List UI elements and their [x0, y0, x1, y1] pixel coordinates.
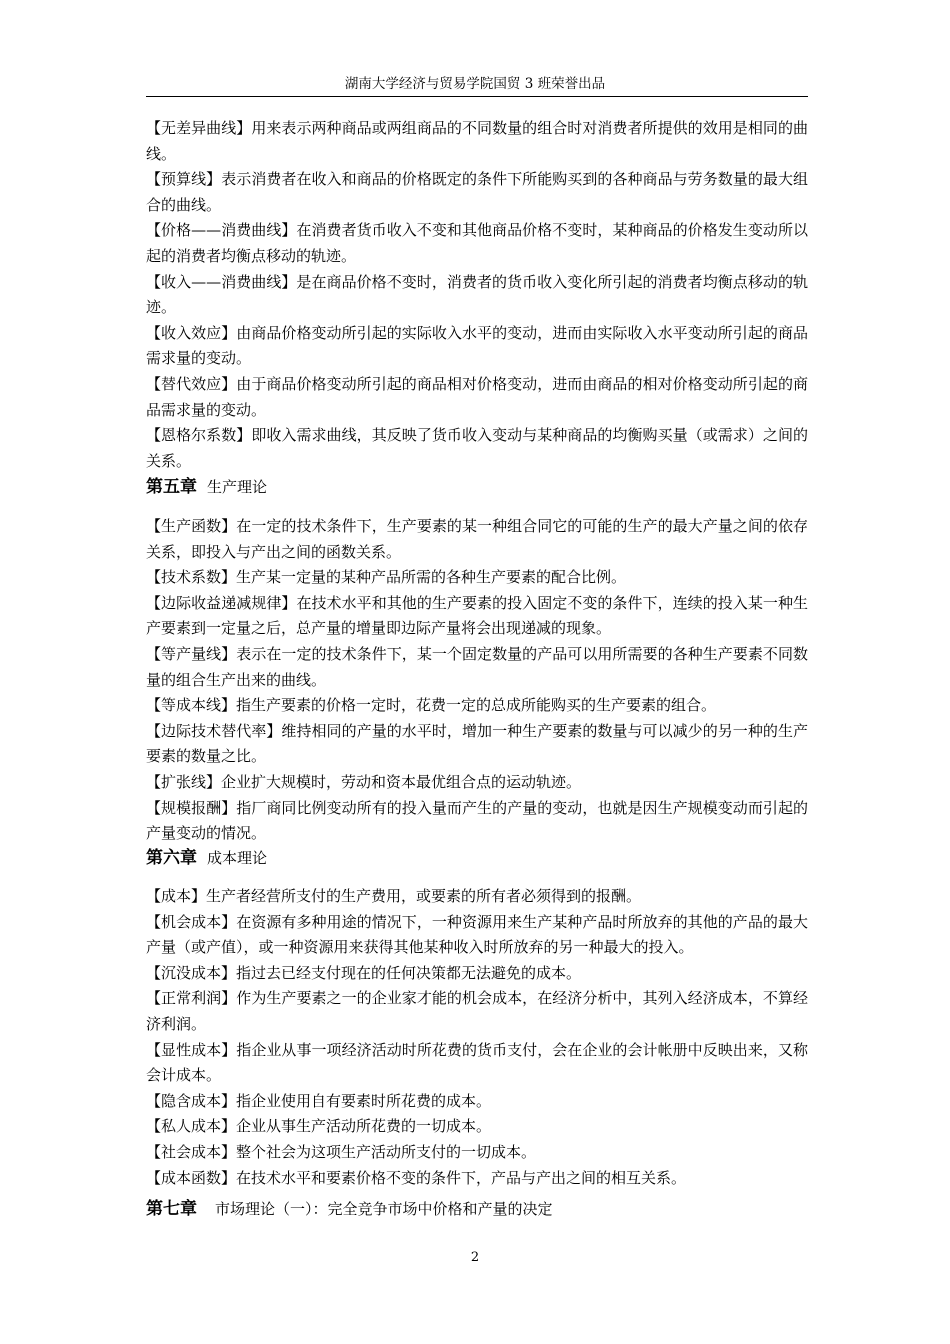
definition-entry: 【隐含成本】指企业使用自有要素时所花费的成本。 — [146, 1091, 492, 1110]
definition-entry: 【成本函数】在技术水平和要素价格不变的条件下，产品与产出之间的相互关系。 — [146, 1168, 687, 1187]
definitions-list-ch4 — [146, 116, 808, 474]
definition-entry: 【显性成本】指企业从事一项经济活动时所花费的货币支付，会在企业的会计帐册中反映出来，又称会计成本。 — [146, 1040, 808, 1085]
chapter-title: 成本理论 — [207, 849, 268, 867]
definition-entry: 【无差异曲线】用来表示两种商品或两组商品的不同数量的组合时对消费者所提供的效用是相同的曲线。 — [146, 119, 808, 163]
definition-entry: 【扩张线】企业扩大规模时，劳动和资本最优组合点的运动轨迹。 — [146, 772, 582, 791]
definition-entry: 【正常利润】作为生产要素之一的企业家才能的机会成本，在经济分析中，其列入经济成本，不算经济利润。 — [146, 989, 808, 1033]
definitions-list-ch5 — [146, 514, 808, 847]
definitions-list-ch6 — [146, 884, 808, 1191]
definition-entry: 【沉没成本】指过去已经支付现在的任何决策都无法避免的成本。 — [146, 963, 582, 982]
definition-entry: 【私人成本】企业从事生产活动所花费的一切成本。 — [146, 1117, 492, 1136]
chapter-number: 第七章 — [146, 1199, 197, 1219]
definition-entry: 【等成本线】指生产要素的价格一定时，花费一定的总成所能购买的生产要素的组合。 — [146, 696, 717, 715]
header-divider — [146, 96, 808, 97]
definition-entry: 【边际收益递减规律】在技术水平和其他的生产要素的投入固定不变的条件下，连续的投入某一种生产要素到一定量之后，总产量的增量即边际产量将会出现递减的现象。 — [146, 593, 808, 638]
chapter-title: 市场理论（一）：完全竞争市场中价格和产量的决定 — [215, 1200, 553, 1218]
definition-entry: 【预算线】表示消费者在收入和商品的价格既定的条件下所能购买到的各种商品与劳务数量的最大组合的曲线。 — [146, 170, 808, 214]
page-number: 2 — [470, 1250, 480, 1265]
chapter-number: 第五章 — [146, 477, 197, 497]
definition-entry: 【社会成本】整个社会为这项生产活动所支付的一切成本。 — [146, 1142, 537, 1161]
definition-entry: 【机会成本】在资源有多种用途的情况下，一种资源用来生产某种产品时所放弃的其他的产品的最大产量（或产值），或一种资源用来获得其他某种收入时所放弃的另一种最大的投入。 — [146, 912, 808, 957]
definition-entry: 【规模报酬】指厂商同比例变动所有的投入量而产生的产量的变动，也就是因生产规模变动而引起的产量变动的情况。 — [146, 798, 808, 843]
chapter-heading-7 — [146, 1196, 808, 1222]
definition-entry: 【恩格尔系数】即收入需求曲线，其反映了货币收入变动与某种商品的均衡购买量（或需求）之间的关系。 — [146, 426, 808, 470]
running-header: 湖南大学经济与贸易学院国贸 3 班荣誉出品 — [344, 76, 606, 92]
definition-entry: 【成本】生产者经营所支付的生产费用，或要素的所有者必须得到的报酬。 — [146, 887, 642, 905]
definition-entry: 【边际技术替代率】维持相同的产量的水平时，增加一种生产要素的数量与可以减少的另一种的生产要素的数量之比。 — [146, 721, 808, 766]
definition-entry: 【等产量线】表示在一定的技术条件下，某一个固定数量的产品可以用所需要的各种生产要素不同数量的组合生产出来的曲线。 — [146, 644, 808, 689]
definition-entry: 【收入——消费曲线】是在商品价格不变时，消费者的货币收入变化所引起的消费者均衡点移动的轨迹。 — [146, 272, 808, 317]
chapter-number: 第六章 — [146, 848, 197, 868]
definition-entry: 【价格——消费曲线】在消费者货币收入不变和其他商品价格不变时，某种商品的价格发生变动所以起的消费者均衡点移动的轨迹。 — [146, 221, 808, 265]
chapter-heading-5 — [146, 474, 808, 500]
definition-entry: 【收入效应】由商品价格变动所引起的实际收入水平的变动，进而由实际收入水平变动所引起的商品需求量的变动。 — [146, 323, 808, 368]
definition-entry: 【技术系数】生产某一定量的某种产品所需的各种生产要素的配合比例。 — [146, 568, 627, 587]
definition-entry: 【生产函数】在一定的技术条件下，生产要素的某一种组合同它的可能的生产的最大产量之间的依存关系，即投入与产出之间的函数关系。 — [146, 517, 808, 561]
chapter-title: 生产理论 — [207, 478, 268, 496]
definition-entry: 【替代效应】由于商品价格变动所引起的商品相对价格变动，进而由商品的相对价格变动所引起的商品需求量的变动。 — [146, 374, 808, 419]
chapter-heading-6 — [146, 845, 808, 871]
